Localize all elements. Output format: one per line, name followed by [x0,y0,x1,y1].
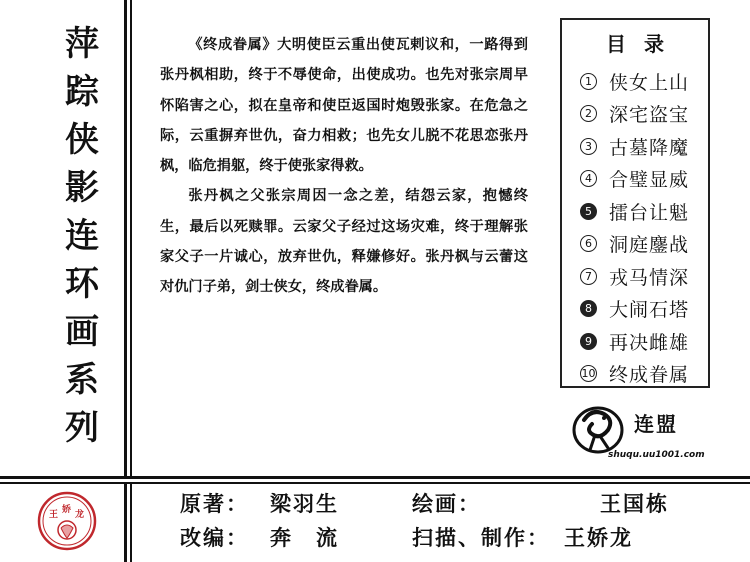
footer-divider-vertical-thick [124,482,127,562]
toc-item-number: 8 [580,300,597,317]
toc-item[interactable] [580,98,708,131]
toc-item[interactable] [580,65,708,98]
toc-item-label: 深宅盗宝 [609,104,690,127]
toc-item[interactable] [580,195,708,228]
series-title-char: 列 [65,408,99,448]
author-value: 梁羽生 [270,492,339,516]
footer-divider-vertical-thin [130,482,132,562]
toc-item-label: 戎马情深 [609,266,690,289]
toc-item[interactable] [580,228,708,261]
toc-item-number: 5 [580,203,597,220]
toc-item-label: 古墓降魔 [609,136,690,159]
toc-item[interactable] [580,260,708,293]
footer-divider-thick [0,476,750,479]
toc-item[interactable] [580,130,708,163]
toc-item[interactable] [580,293,708,326]
series-title-char: 踪 [65,72,99,112]
scanner-value: 王娇龙 [564,526,633,550]
credits-block [180,488,720,556]
toc-item[interactable] [580,325,708,358]
toc-item[interactable] [580,163,708,196]
toc-item-label: 擂台让魁 [609,201,690,224]
toc-title: 目录 [606,32,682,56]
illustrator-label: 绘画： [412,492,481,516]
logo-url: shuqu.uu1001.com [608,450,705,460]
illustrator-value: 王国栋 [600,492,669,516]
series-title-char: 画 [65,312,99,352]
toc-item-number: 3 [580,138,597,155]
site-logo [568,400,708,464]
toc-item-number: 7 [580,268,597,285]
svg-text:娇: 娇 [62,505,72,515]
toc-item[interactable] [580,358,708,391]
svg-text:王: 王 [49,510,59,520]
series-title-char: 连 [65,216,99,256]
series-title [58,20,106,452]
toc-item-label: 侠女上山 [609,71,690,94]
toc-item-number: 6 [580,235,597,252]
svg-text:龙: 龙 [75,510,85,520]
red-seal-stamp [36,490,98,552]
toc-item-label: 大闹石塔 [609,299,690,322]
series-title-char: 系 [65,360,99,400]
adapter-value: 奔 流 [270,526,339,550]
logo-text: 连盟 [634,412,678,436]
series-title-char: 影 [65,168,99,208]
author-label: 原著： [180,492,249,516]
left-divider-thick [124,0,127,478]
credits-row-2 [180,522,720,556]
adapter-label: 改编： [180,526,249,550]
toc-item-label: 合璧显威 [609,169,690,192]
toc-item-label: 再决雌雄 [609,331,690,354]
toc-list [562,65,708,390]
toc-item-number: 2 [580,105,597,122]
toc-item-number: 9 [580,333,597,350]
toc-item-number: 1 [580,73,597,90]
scanner-label: 扫描、制作： [412,526,550,550]
toc-item-label: 终成眷属 [609,364,690,387]
story-summary [160,30,528,303]
series-title-char: 萍 [65,24,99,64]
toc-item-label: 洞庭鏖战 [609,234,690,257]
left-divider-thin [130,0,132,478]
toc-item-number: 10 [581,367,596,381]
toc-item-number: 4 [580,170,597,187]
credits-row-1 [180,488,720,522]
series-title-char: 环 [65,264,99,304]
summary-paragraph: 《终成眷属》大明使臣云重出使瓦剌议和，一路得到张丹枫相助，终于不辱使命，出使成功。也先对张宗周早怀陷害之心，拟在皇帝和使臣返国时炮毁张家。在危急之际，云重摒弃世仇，奋力相救；也先女儿脱不花思恋张丹枫，临危捐躯，终于使张家得救。 [160,37,528,175]
footer-divider-thin [0,482,750,484]
series-title-char: 侠 [65,120,99,160]
summary-paragraph: 张丹枫之父张宗周因一念之差，结怨云家，抱憾终生，最后以死赎罪。云家父子经过这场灾难，终于理解张家父子一片诚心，放弃世仇，释嫌修好。张丹枫与云蕾这对仇门子弟，剑士侠女，终成眷属。 [160,188,528,296]
table-of-contents [560,18,710,388]
